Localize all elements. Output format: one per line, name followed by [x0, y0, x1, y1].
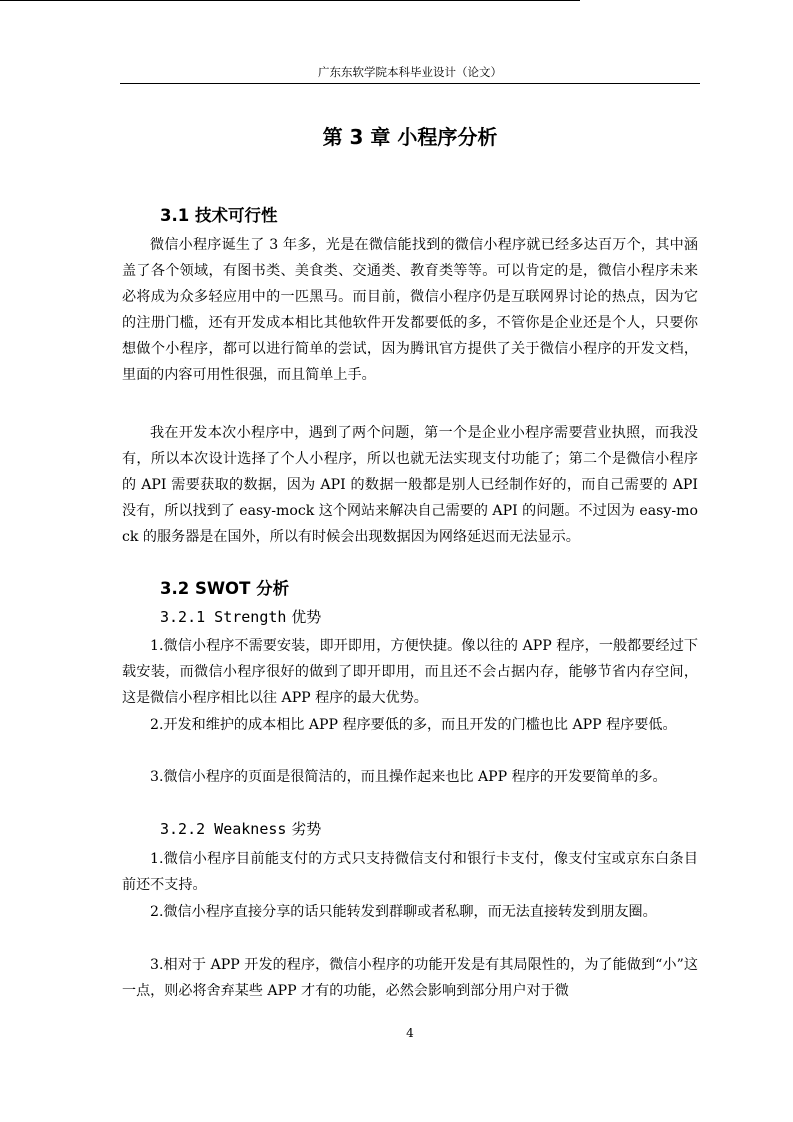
paragraph-3-2-2-2: 2.微信小程序直接分享的话只能转发到群聊或者私聊，而无法直接转发到朋友圈。 [150, 904, 657, 920]
section-heading-3-2: 3.2 SWOT 分析 [160, 579, 290, 598]
paragraph-3-2-1-1: 1.微信小程序不需要安装，即开即用，方便快捷。像以往的 APP 程序，一般都要经过下载安装，而微信小程序很好的做到了即开即用，而且还不会占据内存，能够节省内存空间，这是微信小程序相比以往 APP 程序的最大优势。 [122, 638, 698, 706]
running-header: 广东东软学院本科毕业设计（论文） [318, 65, 502, 79]
subsection-heading-number: 3.2.2 Weakness [160, 820, 287, 838]
subsection-heading-text: 劣势 [286, 820, 322, 838]
paragraph-3-2-2-1: 1.微信小程序目前能支付的方式只支持微信支付和银行卡支付，像支付宝或京东白条目前还不支持。 [122, 851, 698, 893]
subsection-heading-3-2-2 [160, 818, 321, 840]
header-rule [120, 83, 700, 84]
paragraph-3-1-2: 我在开发本次小程序中，遇到了两个问题，第一个是企业小程序需要营业执照，而我没有，所以本次设计选择了个人小程序，所以也就无法实现支付功能了；第二个是微信小程序的 API 需要获取的数据，因为 API 的数据一般都是别人已经制作好的，而自己需要的 API 没有，所以找到了 easy-mock 这个网站来解决自己需要的 API 的问题。不过因为 easy-mock 的服务器是在国外，所以有时候会出现数据因为网络延迟而无法显示。 [122, 425, 698, 545]
subsection-heading-3-2-1 [160, 606, 321, 628]
paragraph-3-2-2-3: 3.相对于 APP 开发的程序，微信小程序的功能开发是有其局限性的，为了能做到“小”这一点，则必将舍弃某些 APP 才有的功能，必然会影响到部分用户对于微 [122, 957, 698, 999]
top-rule [0, 0, 580, 1]
section-heading-3-1: 3.1 技术可行性 [160, 206, 278, 225]
paragraph-3-2-1-2: 2.开发和维护的成本相比 APP 程序要低的多，而且开发的门槛也比 APP 程序要低。 [150, 717, 677, 733]
paragraph-3-2-1-3: 3.微信小程序的页面是很简洁的，而且操作起来也比 APP 程序的开发要简单的多。 [150, 769, 667, 785]
page-number: 4 [406, 1026, 414, 1040]
subsection-heading-text: 优势 [286, 608, 322, 626]
subsection-heading-number: 3.2.1 Strength [160, 608, 287, 626]
chapter-title: 第 3 章 小程序分析 [322, 125, 498, 149]
paragraph-3-1-1: 微信小程序诞生了 3 年多，光是在微信能找到的微信小程序就已经多达百万个，其中涵盖了各个领域，有图书类、美食类、交通类、教育类等等。可以肯定的是，微信小程序未来必将成为众多轻应用中的一匹黑马。而目前，微信小程序仍是互联网界讨论的热点，因为它的注册门槛，还有开发成本相比其他软件开发都要低的多，不管你是企业还是个人，只要你想做个小程序，都可以进行简单的尝试，因为腾讯官方提供了关于微信小程序的开发文档，里面的内容可用性很强，而且简单上手。 [122, 237, 698, 383]
